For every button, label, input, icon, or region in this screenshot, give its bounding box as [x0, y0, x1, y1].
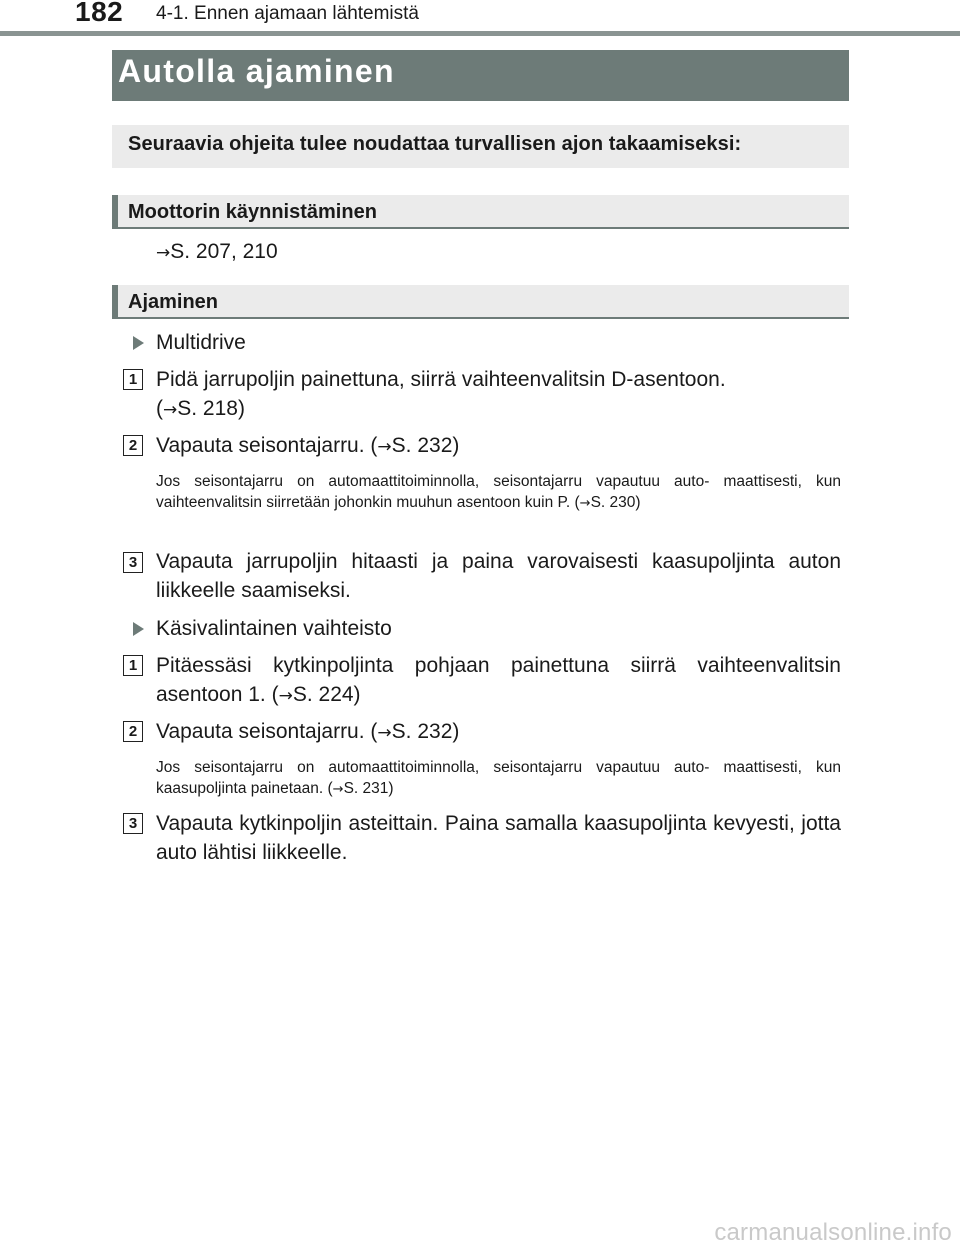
- step-number: 2: [123, 435, 143, 456]
- step-number: 2: [123, 721, 143, 742]
- step-text: Vapauta seisontajarru. (→S. 232): [156, 434, 460, 457]
- triangle-bullet-icon: [133, 336, 144, 350]
- step-text: Vapauta jarrupoljin hitaasti ja paina varovaisesti kaasupoljinta auton liikkeelle saamiseksi.: [156, 550, 841, 602]
- step-text: Pidä jarrupoljin painettuna, siirrä vaihteenvalitsin D-asentoon. (→S. 218): [156, 368, 726, 420]
- subheading-multidrive: Multidrive: [156, 331, 246, 354]
- step-number: 1: [123, 655, 143, 676]
- step-number: 3: [123, 813, 143, 834]
- arrow-right-icon: →: [163, 400, 178, 420]
- intro-text: Seuraavia ohjeita tulee noudattaa turvallisen ajon takaamiseksi:: [128, 133, 742, 155]
- subheading-manual: Käsivalintainen vaihteisto: [156, 617, 392, 640]
- watermark: carmanualsonline.info: [714, 1219, 952, 1246]
- page-number: 182: [75, 0, 124, 27]
- arrow-right-icon: →: [377, 723, 392, 743]
- section-title-driving: Ajaminen: [128, 291, 219, 313]
- step-number: 3: [123, 552, 143, 573]
- header-rule: [0, 31, 960, 36]
- arrow-right-icon: →: [278, 686, 293, 706]
- chapter-title: 4-1. Ennen ajamaan lähtemistä: [156, 3, 419, 24]
- page-title: Autolla ajaminen: [118, 53, 395, 89]
- step-note: Jos seisontajarru on automaattitoiminnolla, seisontajarru vapautuu auto- maattisesti, kun vaihteenvalitsin siirretään johonkin muuhun asentoon kuin P. (→S. 230): [156, 473, 841, 511]
- arrow-right-icon: →: [332, 782, 344, 797]
- step-note: Jos seisontajarru on automaattitoiminnolla, seisontajarru vapautuu auto- maattisesti, kun kaasupoljinta painetaan. (→S. 231): [156, 759, 841, 797]
- section-title-starting: Moottorin käynnistäminen: [128, 201, 377, 223]
- arrow-right-icon: →: [156, 243, 171, 263]
- arrow-right-icon: →: [377, 437, 392, 457]
- triangle-bullet-icon: [133, 622, 144, 636]
- step-text: Vapauta kytkinpoljin asteittain. Paina samalla kaasupoljinta kevyesti, jotta auto lähtisi liikkeelle.: [156, 812, 841, 864]
- section-heading-driving: [112, 285, 849, 319]
- step-number: 1: [123, 369, 143, 390]
- arrow-right-icon: →: [579, 496, 591, 511]
- step-text: Pitäessäsi kytkinpoljinta pohjaan painettuna siirrä vaihteenvalitsin asentoon 1. (→S. 224): [156, 654, 841, 706]
- starting-reference: →S. 207, 210: [156, 240, 278, 263]
- step-text: Vapauta seisontajarru. (→S. 232): [156, 720, 460, 743]
